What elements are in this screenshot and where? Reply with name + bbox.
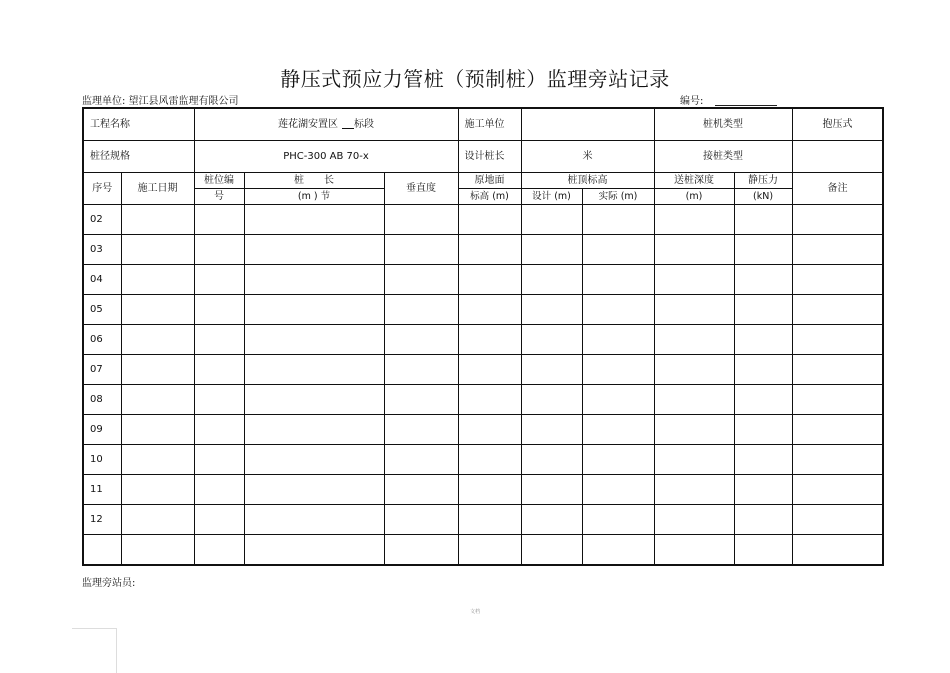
pile-pos-cell[interactable]: [194, 295, 244, 325]
construction-unit-label: 施工单位: [458, 108, 521, 141]
header-top-elev: 桩顶标高: [521, 173, 654, 189]
rig-type-value: 抱压式: [792, 108, 883, 141]
verticality-cell[interactable]: [384, 235, 458, 265]
depth-cell[interactable]: [654, 535, 734, 566]
pile-len-cell[interactable]: [244, 295, 384, 325]
table-row: [83, 325, 883, 355]
table-row: [83, 355, 883, 385]
pressure-cell[interactable]: [734, 265, 792, 295]
actual-elev-cell[interactable]: [582, 415, 654, 445]
header-design-m: 设计 (m): [521, 189, 582, 205]
remarks-cell[interactable]: [792, 445, 883, 475]
table-row: [83, 505, 883, 535]
remarks-cell[interactable]: [792, 235, 883, 265]
remarks-cell[interactable]: [792, 385, 883, 415]
verticality-cell[interactable]: [384, 295, 458, 325]
pile-len-cell[interactable]: [244, 535, 384, 566]
design-length-unit: 米: [521, 141, 654, 173]
depth-cell[interactable]: [654, 265, 734, 295]
depth-cell[interactable]: [654, 415, 734, 445]
pressure-cell[interactable]: [734, 505, 792, 535]
page-mark: 文档: [469, 609, 480, 615]
design-elev-cell[interactable]: [521, 235, 582, 265]
verticality-cell[interactable]: [384, 205, 458, 235]
header-ground-1: 原地面: [458, 173, 521, 189]
ground-cell[interactable]: [458, 235, 521, 265]
header-pile-len-2: (m ) 节: [244, 189, 384, 205]
date-cell[interactable]: [121, 325, 194, 355]
row-seq: 08: [83, 385, 121, 415]
ground-cell[interactable]: [458, 475, 521, 505]
remarks-cell[interactable]: [792, 205, 883, 235]
date-cell[interactable]: [121, 505, 194, 535]
page-corner-mark: [72, 628, 117, 673]
actual-elev-cell[interactable]: [582, 325, 654, 355]
table-row: [83, 535, 883, 566]
depth-cell[interactable]: [654, 475, 734, 505]
row-seq: 05: [83, 295, 121, 325]
design-elev-cell[interactable]: [521, 385, 582, 415]
verticality-cell[interactable]: [384, 475, 458, 505]
row-seq: 03: [83, 235, 121, 265]
pressure-cell[interactable]: [734, 295, 792, 325]
pile-pos-cell[interactable]: [194, 355, 244, 385]
verticality-cell[interactable]: [384, 445, 458, 475]
record-rows: [83, 205, 883, 566]
depth-cell[interactable]: [654, 385, 734, 415]
supervision-unit: 监理单位: 望江县风雷监理有限公司: [82, 96, 239, 107]
design-elev-cell[interactable]: [521, 505, 582, 535]
design-length-label: 设计桩长: [458, 141, 521, 173]
page-title: 静压式预应力管桩（预制桩）监理旁站记录: [280, 67, 670, 91]
row-seq: 07: [83, 355, 121, 385]
verticality-cell[interactable]: [384, 265, 458, 295]
table-row: [83, 205, 883, 235]
actual-elev-cell[interactable]: [582, 385, 654, 415]
construction-unit-value[interactable]: [521, 108, 654, 141]
design-elev-cell[interactable]: [521, 205, 582, 235]
date-cell[interactable]: [121, 445, 194, 475]
actual-elev-cell[interactable]: [582, 355, 654, 385]
joint-type-label: 接桩类型: [654, 141, 792, 173]
verticality-cell[interactable]: [384, 505, 458, 535]
pile-pos-cell[interactable]: [194, 505, 244, 535]
pile-len-cell[interactable]: [244, 235, 384, 265]
depth-cell[interactable]: [654, 235, 734, 265]
depth-cell[interactable]: [654, 355, 734, 385]
verticality-cell[interactable]: [384, 355, 458, 385]
info-row-project: [83, 108, 883, 141]
pressure-cell[interactable]: [734, 205, 792, 235]
row-seq: [83, 535, 121, 566]
design-elev-cell[interactable]: [521, 325, 582, 355]
actual-elev-cell[interactable]: [582, 535, 654, 566]
date-cell[interactable]: [121, 475, 194, 505]
ground-cell[interactable]: [458, 265, 521, 295]
row-seq: 12: [83, 505, 121, 535]
header-depth-1: 送桩深度: [654, 173, 734, 189]
ground-cell[interactable]: [458, 385, 521, 415]
joint-type-value[interactable]: [792, 141, 883, 173]
design-elev-cell[interactable]: [521, 475, 582, 505]
ground-cell[interactable]: [458, 355, 521, 385]
design-elev-cell[interactable]: [521, 355, 582, 385]
table-row: [83, 385, 883, 415]
ground-cell[interactable]: [458, 415, 521, 445]
row-seq: 09: [83, 415, 121, 445]
remarks-cell[interactable]: [792, 355, 883, 385]
actual-elev-cell[interactable]: [582, 295, 654, 325]
info-row-spec: [83, 141, 883, 173]
row-seq: 06: [83, 325, 121, 355]
pressure-cell[interactable]: [734, 325, 792, 355]
date-cell[interactable]: [121, 355, 194, 385]
supervisor-label: 监理旁站员:: [82, 578, 136, 589]
pile-len-cell[interactable]: [244, 385, 384, 415]
pile-spec-value: PHC-300 AB 70-x: [194, 141, 458, 173]
project-name-cell: [194, 108, 458, 141]
pressure-cell[interactable]: [734, 385, 792, 415]
header-seq: 序号: [83, 173, 121, 205]
design-elev-cell[interactable]: [521, 535, 582, 566]
pile-pos-cell[interactable]: [194, 325, 244, 355]
pile-len-cell[interactable]: [244, 355, 384, 385]
remarks-cell[interactable]: [792, 265, 883, 295]
remarks-cell[interactable]: [792, 325, 883, 355]
verticality-cell[interactable]: [384, 415, 458, 445]
pressure-cell[interactable]: [734, 445, 792, 475]
verticality-cell[interactable]: [384, 325, 458, 355]
verticality-cell[interactable]: [384, 535, 458, 566]
project-name-label: 工程名称: [83, 108, 194, 141]
pile-len-cell[interactable]: [244, 505, 384, 535]
header-pile-pos-1: 桩位编: [194, 173, 244, 189]
remarks-cell[interactable]: [792, 535, 883, 566]
header-date: 施工日期: [121, 173, 194, 205]
actual-elev-cell[interactable]: [582, 235, 654, 265]
pile-len-cell[interactable]: [244, 325, 384, 355]
date-cell[interactable]: [121, 235, 194, 265]
design-elev-cell[interactable]: [521, 295, 582, 325]
depth-cell[interactable]: [654, 295, 734, 325]
remarks-cell[interactable]: [792, 505, 883, 535]
table-row: [83, 265, 883, 295]
depth-cell[interactable]: [654, 325, 734, 355]
actual-elev-cell[interactable]: [582, 475, 654, 505]
ground-cell[interactable]: [458, 325, 521, 355]
ground-cell[interactable]: [458, 535, 521, 566]
row-seq: 04: [83, 265, 121, 295]
serial-blank[interactable]: [715, 95, 777, 106]
date-cell[interactable]: [121, 265, 194, 295]
remarks-cell[interactable]: [792, 415, 883, 445]
pile-pos-cell[interactable]: [194, 235, 244, 265]
header-remarks: 备注: [792, 173, 883, 205]
pile-pos-cell[interactable]: [194, 475, 244, 505]
date-cell[interactable]: [121, 295, 194, 325]
ground-cell[interactable]: [458, 295, 521, 325]
pile-pos-cell[interactable]: [194, 265, 244, 295]
date-cell[interactable]: [121, 385, 194, 415]
table-row: [83, 415, 883, 445]
actual-elev-cell[interactable]: [582, 205, 654, 235]
row-seq: 02: [83, 205, 121, 235]
pressure-cell[interactable]: [734, 235, 792, 265]
date-cell[interactable]: [121, 535, 194, 566]
pile-len-cell[interactable]: [244, 475, 384, 505]
actual-elev-cell[interactable]: [582, 265, 654, 295]
depth-cell[interactable]: [654, 505, 734, 535]
design-elev-cell[interactable]: [521, 445, 582, 475]
section-suffix: 标段: [354, 119, 374, 130]
design-elev-cell[interactable]: [521, 265, 582, 295]
depth-cell[interactable]: [654, 205, 734, 235]
section-blank[interactable]: [342, 118, 354, 129]
serial-number: [680, 92, 777, 107]
serial-label: 编号:: [680, 96, 704, 107]
table-row: [83, 235, 883, 265]
design-elev-cell[interactable]: [521, 415, 582, 445]
table-row: [83, 295, 883, 325]
header-ground-2: 标高 (m): [458, 189, 521, 205]
pressure-cell[interactable]: [734, 535, 792, 566]
remarks-cell[interactable]: [792, 475, 883, 505]
pile-pos-cell[interactable]: [194, 535, 244, 566]
pressure-cell[interactable]: [734, 475, 792, 505]
actual-elev-cell[interactable]: [582, 445, 654, 475]
header-row-1: [83, 173, 883, 189]
pile-pos-cell[interactable]: [194, 445, 244, 475]
pressure-cell[interactable]: [734, 355, 792, 385]
header-pressure-2: (kN): [734, 189, 792, 205]
pile-len-cell[interactable]: [244, 205, 384, 235]
depth-cell[interactable]: [654, 445, 734, 475]
pile-pos-cell[interactable]: [194, 415, 244, 445]
pile-len-cell[interactable]: [244, 265, 384, 295]
actual-elev-cell[interactable]: [582, 505, 654, 535]
date-cell[interactable]: [121, 205, 194, 235]
table-row: [83, 475, 883, 505]
row-seq: 11: [83, 475, 121, 505]
header-row-2: [83, 189, 883, 205]
ground-cell[interactable]: [458, 205, 521, 235]
date-cell[interactable]: [121, 415, 194, 445]
header-actual-m: 实际 (m): [582, 189, 654, 205]
ground-cell[interactable]: [458, 505, 521, 535]
header-pile-pos-2: 号: [194, 189, 244, 205]
row-seq: 10: [83, 445, 121, 475]
header-verticality: 垂直度: [384, 173, 458, 205]
record-table: [82, 107, 884, 566]
rig-type-label: 桩机类型: [654, 108, 792, 141]
header-depth-2: (m): [654, 189, 734, 205]
pile-spec-label: 桩径规格: [83, 141, 194, 173]
pressure-cell[interactable]: [734, 415, 792, 445]
pile-pos-cell[interactable]: [194, 385, 244, 415]
pile-pos-cell[interactable]: [194, 205, 244, 235]
ground-cell[interactable]: [458, 445, 521, 475]
project-name-value: 莲花湖安置区: [278, 119, 338, 130]
header-pressure-1: 静压力: [734, 173, 792, 189]
verticality-cell[interactable]: [384, 385, 458, 415]
table-row: [83, 445, 883, 475]
header-pile-len-1: 桩 长: [244, 173, 384, 189]
pile-len-cell[interactable]: [244, 445, 384, 475]
pile-len-cell[interactable]: [244, 415, 384, 445]
remarks-cell[interactable]: [792, 295, 883, 325]
